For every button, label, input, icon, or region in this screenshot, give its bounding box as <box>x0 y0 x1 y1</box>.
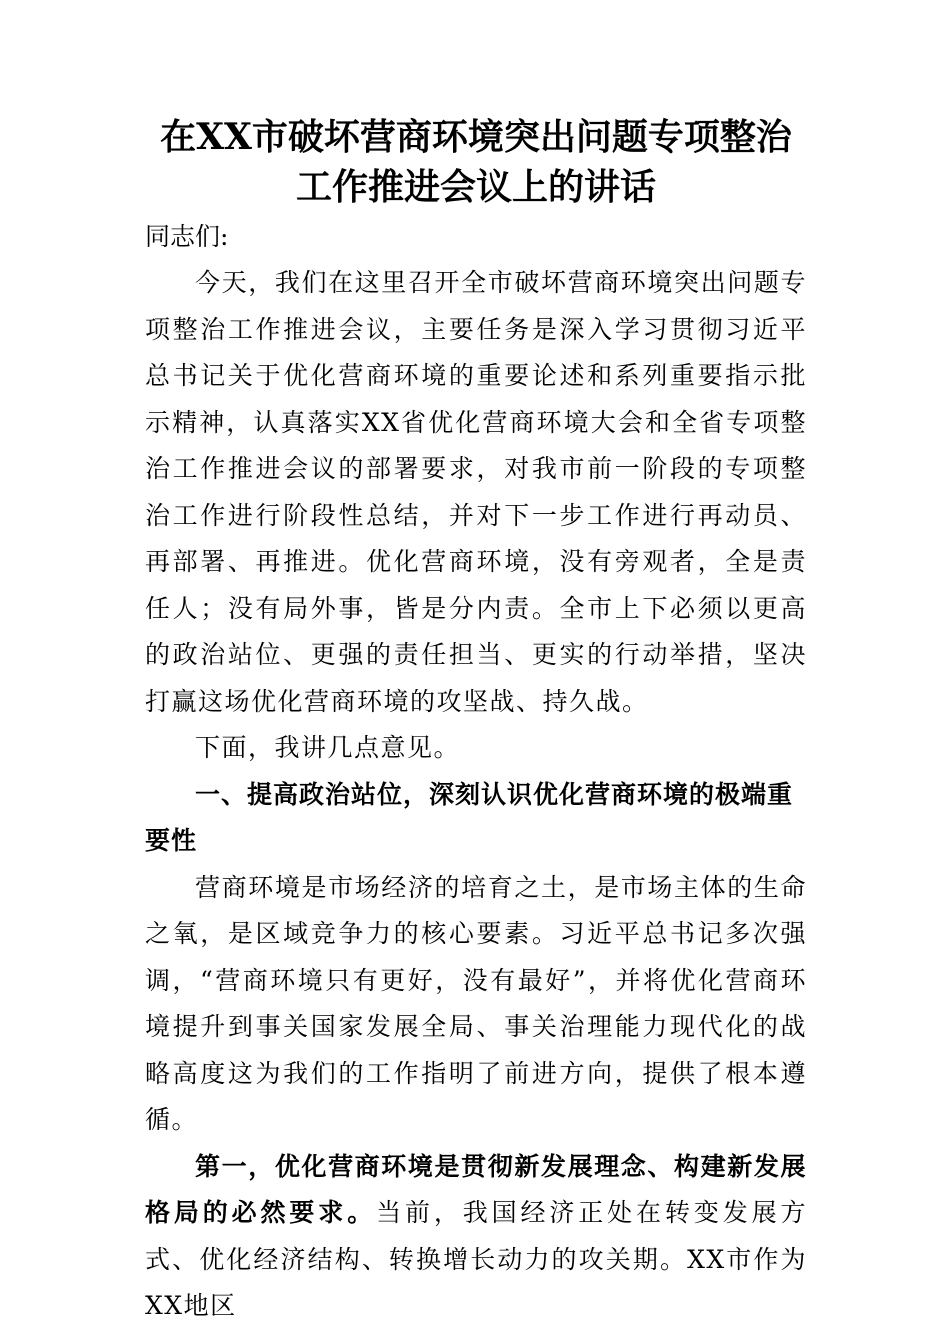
salutation: 同志们: <box>145 222 229 251</box>
document-title: 在XX市破坏营商环境突出问题专项整治工作推进会议上的讲话 <box>160 116 792 208</box>
document-page <box>145 112 807 1330</box>
paragraph-opening: 今天，我们在这里召开全市破坏营商环境突出问题专项整治工作推进会议，主要任务是深入学习贯彻习近平总书记关于优化营商环境的重要论述和系列重要指示批示精神，认真落实XX省优化营商环境大会和全省专项整治工作推进会议的部署要求，对我市前一阶段的专项整治工作进行阶段性总结，并对下一步工作进行再动员、再部署、再推进。优化营商环境，没有旁观者，全是责任人；没有局外事，皆是分内责。全市上下必须以更高的政治站位、更强的责任担当、更实的行动举措，坚决打赢这场优化营商环境的攻坚战、持久战。 <box>145 268 807 716</box>
paragraph-first-point <box>145 1144 807 1330</box>
paragraph-transition: 下面，我讲几点意见。 <box>195 733 461 762</box>
section-heading-1: 一、提高政治站位，深刻认识优化营商环境的极端重要性 <box>145 779 794 855</box>
first-point-body: 当前，我国经济正处在转变发展方式、优化经济结构、转换增长动力的攻关期。XX市作为XX地区 <box>145 1198 807 1320</box>
first-point-lead: 第一，优化营商环境是贯彻新发展理念、构建新发展格局的必然要求。 <box>145 1151 807 1227</box>
paragraph-importance: 营商环境是市场经济的培育之土，是市场主体的生命之氧，是区域竞争力的核心要素。习近平总书记多次强调，“营商环境只有更好，没有最好”，并将优化营商环境提升到事关国家发展全局、事关治理能力现代化的战略高度这为我们的工作指明了前进方向，提供了根本遵循。 <box>145 872 807 1134</box>
